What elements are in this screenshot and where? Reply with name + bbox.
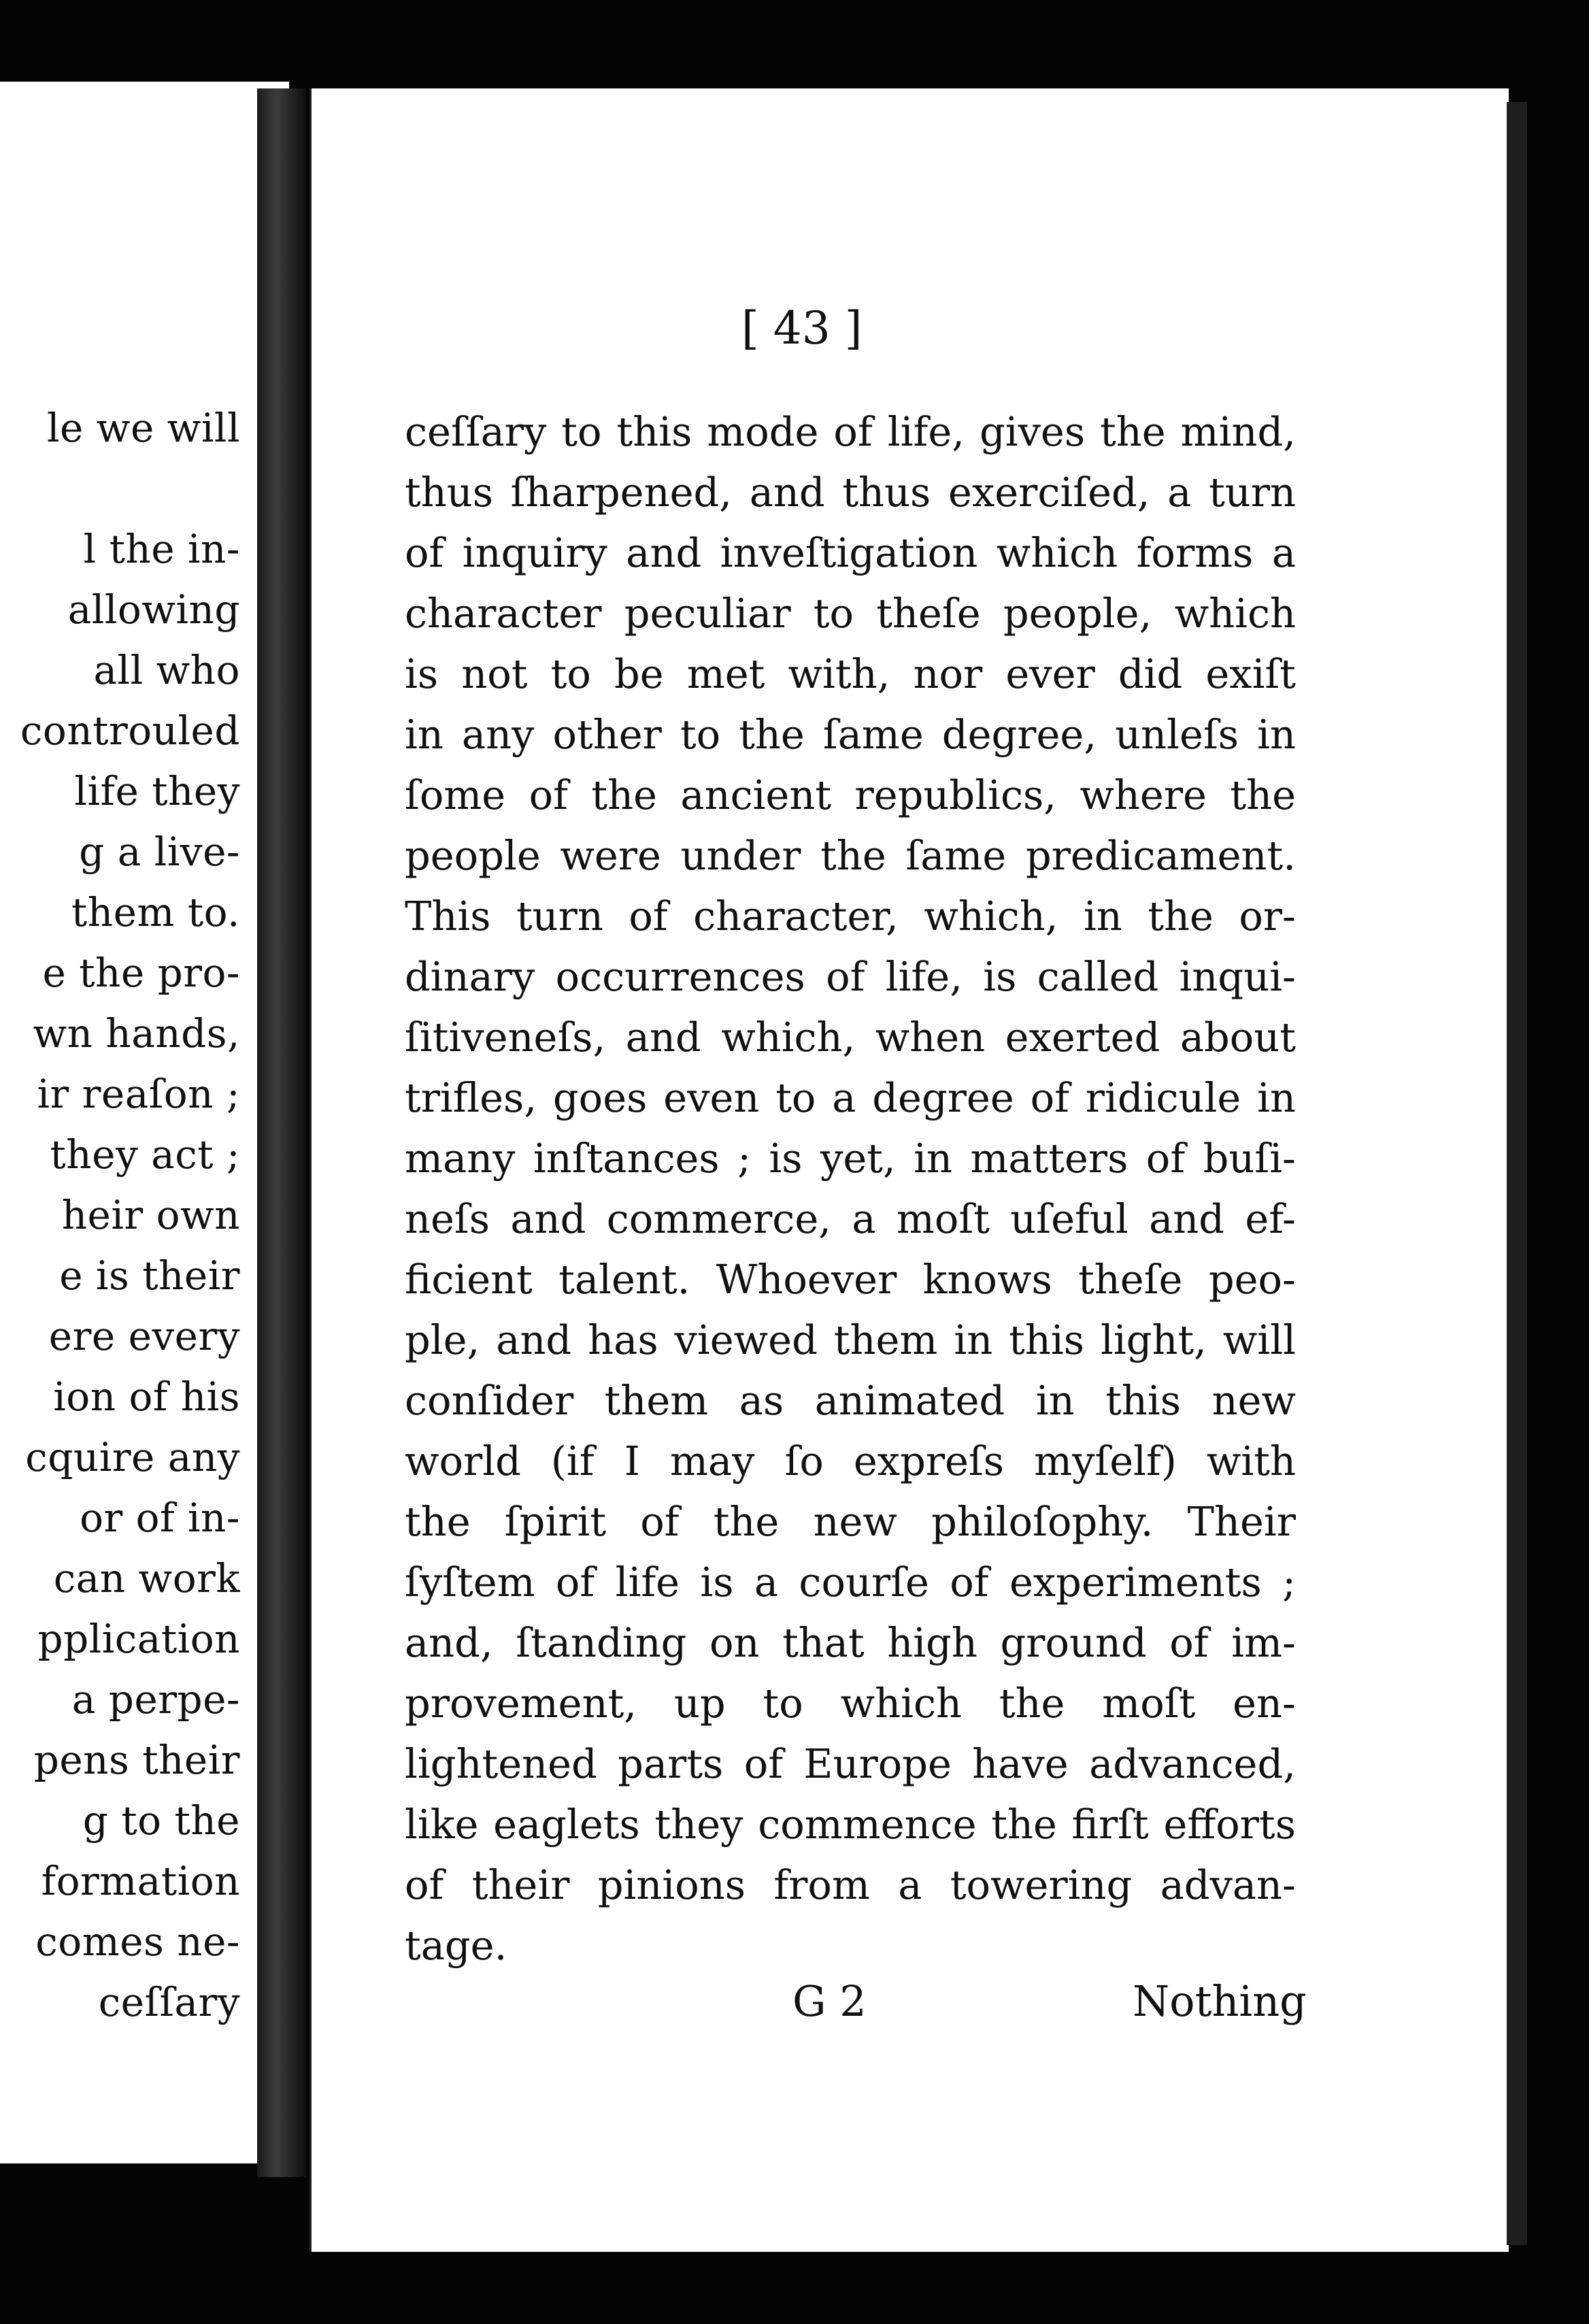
left-page-line: cquire any (25, 1434, 240, 1480)
left-page-line: all who (93, 647, 240, 693)
left-page-line: ir reaſon ; (37, 1071, 240, 1117)
text-line: dinary occurrences of life, is called inqui- (405, 953, 1296, 1000)
left-page-line: comes ne- (35, 1919, 240, 1965)
left-page-line: pplication (37, 1616, 240, 1662)
signature-mark: G 2 (792, 1976, 867, 2026)
text-line: the ſpirit of the new philoſophy. Their (405, 1498, 1296, 1545)
left-page-line: life they (74, 768, 240, 814)
text-line: thus ſharpened, and thus exerciſed, a turn (405, 469, 1296, 516)
left-page-line: controuled (20, 708, 240, 754)
left-page-line: a perpe- (71, 1676, 240, 1723)
left-page-line: ere every (48, 1313, 240, 1359)
text-line: This turn of character, which, in the or- (405, 893, 1296, 940)
text-line: provement, up to which the moſt en- (405, 1680, 1296, 1727)
text-line: tage. (405, 1922, 507, 1969)
left-page-line: ion of his (53, 1374, 240, 1420)
text-line: of their pinions from a towering advan- (405, 1861, 1296, 1908)
left-page-line: ceſſary (98, 1979, 240, 2025)
left-page-line: heir own (61, 1192, 240, 1238)
text-line: is not to be met with, nor ever did exiſt (405, 650, 1296, 697)
page-edge (1507, 102, 1527, 2245)
left-page-line: wn hands, (33, 1010, 240, 1057)
left-page-line: g to the (82, 1797, 240, 1844)
text-line: many inſtances ; is yet, in matters of buſi- (405, 1135, 1296, 1182)
left-page-line: le we will (46, 405, 240, 451)
left-page-line: can work (53, 1555, 240, 1601)
text-line: ſome of the ancient republics, where the (405, 771, 1296, 818)
left-page-line: pens their (33, 1737, 240, 1783)
left-page-line: they act ; (50, 1131, 240, 1178)
text-line: of inquiry and inveſtigation which forms a (405, 529, 1296, 576)
text-line: ſyſtem of life is a courſe of experiments ; (405, 1559, 1296, 1606)
text-line: and, ſtanding on that high ground of im- (405, 1619, 1296, 1666)
text-line: lightened parts of Europe have advanced, (405, 1740, 1296, 1787)
catchword: Nothing (1133, 1976, 1307, 2026)
text-line: people were under the ſame predicament. (405, 832, 1296, 879)
left-page-line: or of in- (80, 1495, 240, 1541)
left-page-line: l the in- (83, 526, 240, 572)
text-line: trifles, goes even to a degree of ridicule in (405, 1074, 1296, 1121)
left-page-line: formation (41, 1858, 240, 1904)
left-page-fragment (0, 82, 289, 2163)
left-page-line: e is their (59, 1252, 240, 1299)
body-text (405, 401, 1296, 1976)
page-number-header: [ 43 ] (741, 302, 863, 354)
text-line: in any other to the ſame degree, unleſs in (405, 711, 1296, 758)
text-line: world (if I may ſo expreſs myſelf) with (405, 1438, 1296, 1484)
book-gutter (257, 88, 306, 2177)
text-line: character peculiar to theſe people, which (405, 590, 1296, 637)
text-line: ceſſary to this mode of life, gives the mind, (405, 408, 1296, 455)
text-line: ficient talent. Whoever knows theſe peo- (405, 1256, 1296, 1303)
left-page-line: e the pro- (42, 950, 240, 996)
text-line: conſider them as animated in this new (405, 1377, 1296, 1424)
text-line: ple, and has viewed them in this light, will (405, 1316, 1296, 1363)
left-page-line: allowing (67, 586, 240, 633)
text-line: neſs and commerce, a moſt uſeful and ef- (405, 1195, 1296, 1242)
text-line: like eaglets they commence the firſt efforts (405, 1801, 1296, 1848)
text-line: ſitiveneſs, and which, when exerted about (405, 1014, 1296, 1061)
left-page-line: them to. (71, 889, 240, 935)
left-page-line: g a live- (79, 829, 240, 875)
